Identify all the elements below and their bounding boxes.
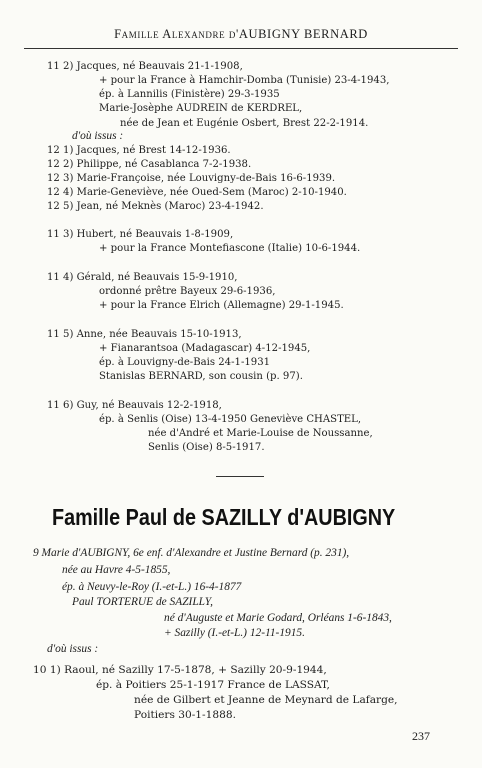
entry-line: d'où issus :: [72, 130, 124, 142]
entry-line: Marie-Josèphe AUDREIN de KERDREL,: [99, 103, 303, 114]
entry-line: + Sazilly (I.-et-L.) 12-11-1915.: [164, 627, 305, 639]
entry-line: Stanislas BERNARD, son cousin (p. 97).: [99, 371, 303, 382]
entry-line: 11 6) Guy, né Beauvais 12-2-1918,: [47, 400, 222, 411]
entry-line: 12 5) Jean, né Meknès (Maroc) 23-4-1942.: [47, 201, 264, 212]
entry-line: + pour la France Montefiascone (Italie) 10-6-1944.: [99, 243, 361, 254]
entry-line: 9 Marie d'AUBIGNY, 6e enf. d'Alexandre et Justine Bernard (p. 231),: [33, 547, 350, 559]
entry-line: 11 3) Hubert, né Beauvais 1-8-1909,: [47, 229, 234, 240]
entry-line: Poitiers 30-1-1888.: [134, 709, 236, 721]
entry-line: née au Havre 4-5-1855,: [62, 564, 171, 576]
entry-line: 12 2) Philippe, né Casablanca 7-2-1938.: [47, 159, 252, 170]
entry-line: 12 4) Marie-Geneviève, née Oued-Sem (Maroc) 2-10-1940.: [47, 187, 347, 198]
entry-line: ép. à Senlis (Oise) 13-4-1950 Geneviève CHASTEL,: [99, 414, 362, 425]
section-divider: [216, 476, 264, 477]
header-rule: [24, 48, 458, 49]
entry-line: née de Gilbert et Jeanne de Meynard de Lafarge,: [134, 694, 398, 706]
entry-line: née d'André et Marie-Louise de Noussanne,: [148, 428, 373, 439]
entry-line: 10 1) Raoul, né Sazilly 17-5-1878, + Sazilly 20-9-1944,: [33, 664, 327, 676]
entry-line: 11 2) Jacques, né Beauvais 21-1-1908,: [47, 61, 243, 72]
entry-line: 11 4) Gérald, né Beauvais 15-9-1910,: [47, 272, 238, 283]
entry-line: ordonné prêtre Bayeux 29-6-1936,: [99, 286, 276, 297]
entry-line: 12 1) Jacques, né Brest 14-12-1936.: [47, 145, 231, 156]
entry-line: ép. à Louvigny-de-Bais 24-1-1931: [99, 357, 271, 368]
entry-line: Paul TORTERUE de SAZILLY,: [72, 596, 213, 608]
entry-line: 11 5) Anne, née Beauvais 15-10-1913,: [47, 329, 242, 340]
running-header: Famille Alexandre d'AUBIGNY BERNARD: [114, 27, 368, 41]
entry-line: d'où issus :: [47, 643, 99, 655]
entry-line: Senlis (Oise) 8-5-1917.: [148, 442, 265, 453]
entry-line: + pour la France à Hamchir-Domba (Tunisie) 23-4-1943,: [99, 75, 390, 86]
section-title: Famille Paul de SAZILLY d'AUBIGNY: [52, 504, 396, 530]
entry-line: ép. à Lannilis (Finistère) 29-3-1935: [99, 89, 280, 100]
entry-line: ép. à Poitiers 25-1-1917 France de LASSAT,: [96, 679, 330, 691]
entry-line: + Fianarantsoa (Madagascar) 4-12-1945,: [99, 343, 311, 354]
entry-line: né d'Auguste et Marie Godard, Orléans 1-6-1843,: [164, 612, 392, 624]
entry-line: ép. à Neuvy-le-Roy (I.-et-L.) 16-4-1877: [62, 581, 242, 593]
entry-line: 12 3) Marie-Françoise, née Louvigny-de-Bais 16-6-1939.: [47, 173, 336, 184]
entry-line: + pour la France Elrich (Allemagne) 29-1-1945.: [99, 300, 344, 311]
page-number: 237: [412, 729, 430, 743]
entry-line: née de Jean et Eugénie Osbert, Brest 22-2-1914.: [120, 118, 369, 129]
